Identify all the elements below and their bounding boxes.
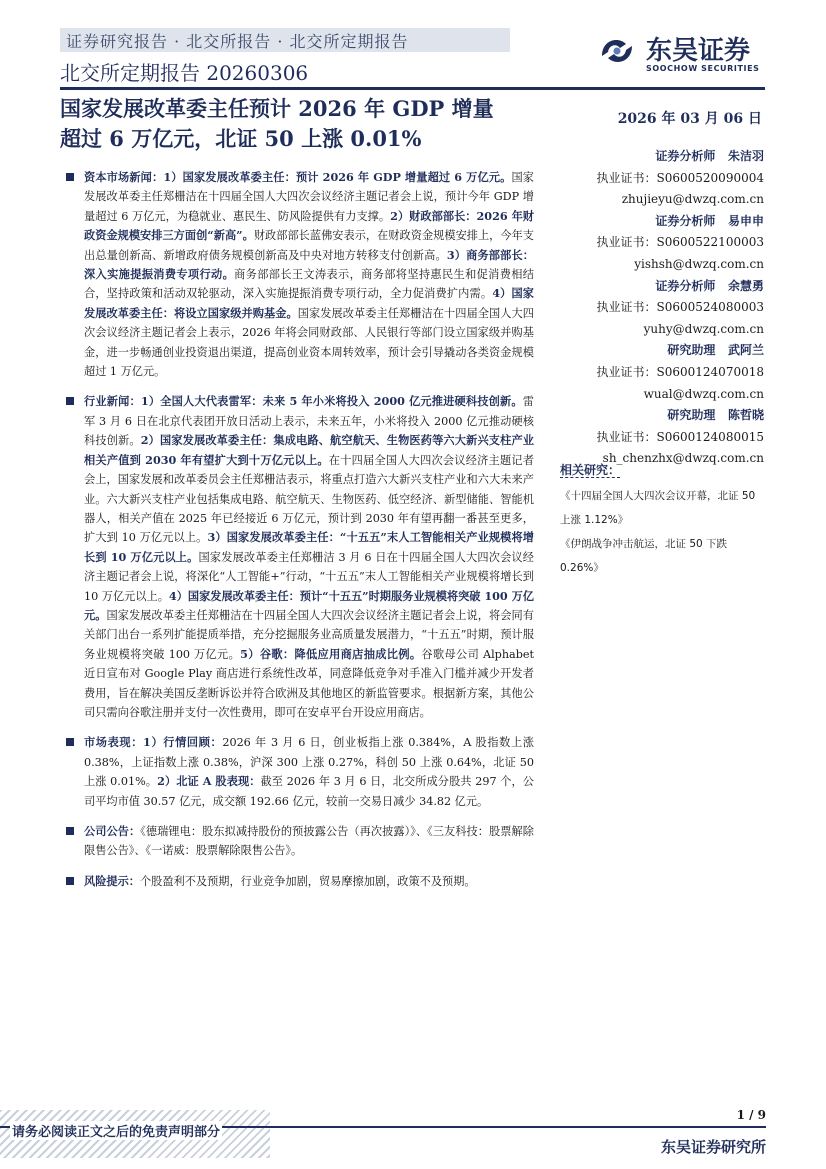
- square-bullet-icon: [66, 173, 74, 181]
- section-subheading: 3）商务部部长：深入实施提振消费专项行动。: [84, 247, 534, 282]
- report-date: 2026 年 03 月 06 日: [617, 111, 762, 127]
- square-bullet-icon: [66, 738, 74, 746]
- logo-name-cn: 东吴证券: [646, 36, 751, 66]
- analyst-role-name: 证券分析师 余慧勇: [655, 278, 764, 293]
- section-subheading: 4）国家发展改革委主任：将设立国家级并购基金。: [84, 286, 534, 320]
- section-text: 在十四届全国人大四次会议经济主题记者会上，国家发展和改革委员会主任郑栅洁表示，将重点打造六大新兴支柱产业和六大未来产业。六大新兴支柱产业包括集成电路、航空航天、生物医药、低空经济、新型储能、智能机器人，相关产值在 2025 年已经接近 6 万亿元，预计到 2030 年有望再翻一番甚至更多，扩大到 10 万亿元以上。: [84, 453, 534, 545]
- section-text: 国家发展改革委主任郑栅洁在十四届全国人大四次会议经济主题记者会上说，将会同有关部门出台一系列扩能提质举措，充分挖掘服务业高质量发展潜力，“十五五”时期，预计服务业规模将突破 100 万亿元。: [84, 608, 534, 661]
- section-text: 财政部部长蓝佛安表示，在财政资金规模安排上，今年支出总量创新高、新增政府债务规模创新高及中央对地方转移支付创新高。: [84, 229, 534, 262]
- section-industry-news: [62, 392, 534, 722]
- related-research-link[interactable]: 《十四届全国人大四次会议开幕，北证 50 上涨 1.12%》: [560, 490, 756, 526]
- analyst-email[interactable]: yishsh@dwzq.com.cn: [634, 256, 764, 271]
- analyst-license: 执业证书：S0600124070018: [596, 364, 764, 379]
- analyst-entry: [560, 146, 764, 211]
- analyst-email[interactable]: wual@dwzq.com.cn: [643, 386, 764, 401]
- section-capital-market-news: [62, 168, 534, 381]
- analyst-entry: [560, 340, 764, 405]
- section-text: 国家发展改革委主任郑栅洁 3 月 6 日在十四届全国人大四次会议经济主题记者会上说，将深化“人工智能+”行动，“十五五”末人工智能相关产业规模将增长到 10 万亿元以上。: [84, 550, 534, 603]
- page-number: 1 / 9: [736, 1108, 766, 1122]
- section-risk-warning: [62, 872, 534, 891]
- headline-line-1: 国家发展改革委主任预计 2026 年 GDP 增量: [60, 96, 494, 121]
- analyst-role-name: 研究助理 陈哲晓: [667, 408, 764, 423]
- section-text: 谷歌母公司 Alphabet 近日宣布对 Google Play 商店进行系统性改革，同意降低竞争对手准入门槛并减少开发者费用，旨在解决美国反垄断诉讼并符合欧洲及其他地区的新监管要求。根据新方案，其他公司只需向谷歌注册并支付一次性费用，即可在安卓平台开设应用商店。: [84, 647, 534, 719]
- section-text: 国家发展改革委主任郑栅洁在十四届全国人大四次会议经济主题记者会上表示，2026 年将会同财政部、人民银行等部门设立国家级并购基金，进一步畅通创业投资退出渠道，提高创业资本周转效率，预计会引导撬动各类资金规模超过 1 万亿元。: [84, 306, 534, 379]
- section-subheading: 3）国家发展改革委主任：“十五五”末人工智能相关产业规模将增长到 10 万亿元以上。: [84, 530, 534, 564]
- section-heading: 公司公告：: [84, 824, 141, 838]
- section-market-performance: [62, 733, 534, 811]
- report-body: [62, 168, 534, 902]
- footer-institute: 东吴证券研究所: [660, 1138, 766, 1156]
- section-heading: 行业新闻：1）全国人大代表雷军：未来 5 年小米将投入 2000 亿元推进硬科技创新。: [84, 394, 523, 409]
- section-heading: 资本市场新闻：1）国家发展改革委主任：预计 2026 年 GDP 增量超过 6 万亿元。: [84, 170, 512, 184]
- analyst-email[interactable]: yuhy@dwzq.com.cn: [643, 321, 764, 336]
- soochow-logo-icon: [596, 30, 638, 72]
- section-subheading: 2）国家发展改革委主任：集成电路、航空航天、生物医药等六大新兴支柱产业相关产值到 2030 年有望扩大到十万亿元以上。: [84, 433, 534, 467]
- section-text: 个股盈利不及预期，行业竞争加剧，贸易摩擦加剧，政策不及预期。: [139, 874, 476, 888]
- section-subheading: 2）财政部部长：2026 年财政资金规模安排三方面创“新高”。: [84, 208, 534, 243]
- section-subheading: 2）北证 A 股表现：: [157, 774, 261, 789]
- analyst-license: 执业证书：S0600520090004: [596, 170, 764, 185]
- section-text: 《德瑞锂电：股东拟减持股份的预披露公告（再次披露）》、《三友科技：股票解除限售公告》、《一诺威：股票解除限售公告》。: [84, 825, 534, 858]
- analyst-role-name: 研究助理 武阿兰: [667, 343, 764, 358]
- analyst-email[interactable]: sh_chenzhx@dwzq.com.cn: [602, 451, 764, 466]
- headline-line-2: 超过 6 万亿元，北证 50 上涨 0.01%: [60, 126, 422, 151]
- section-heading: 市场表现：1）行情回顾：: [84, 735, 223, 750]
- section-company-announcements: [62, 822, 534, 861]
- section-subheading: 5）谷歌：降低应用商店抽成比例。: [240, 646, 422, 661]
- section-text: 2026 年 3 月 6 日，创业板指上涨 0.384%，A 股指数上涨 0.38%，上证指数上涨 0.38%，沪深 300 上涨 0.27%，科创 50 上涨 0.64%，北证 50 上涨 0.01%。: [84, 736, 534, 789]
- section-text: 雷军 3 月 6 日在北京代表团开放日活动上表示，未来五年，小米将投入 2000 亿元推动硬核科技创新。: [84, 395, 534, 448]
- section-text: 国家发展改革委主任郑栅洁在十四届全国人大四次会议经济主题记者会上说，预计今年 GDP 增量超过 6 万亿元，为稳就业、惠民生、防风险提供有力支撑。: [84, 171, 534, 223]
- report-headline: [60, 94, 550, 154]
- related-research: [560, 458, 764, 580]
- brand-logo: [596, 30, 776, 80]
- section-text: 截至 2026 年 3 月 6 日，北交所成分股共 297 个，公司平均市值 30.57 亿元，成交额 192.66 亿元，较前一交易日减少 34.82 亿元。: [84, 775, 534, 808]
- analyst-role-name: 证券分析师 易申申: [655, 213, 764, 228]
- analyst-role-name: 证券分析师 朱洁羽: [655, 149, 764, 163]
- square-bullet-icon: [66, 827, 74, 835]
- header-category: 证券研究报告 · 北交所报告 · 北交所定期报告: [66, 32, 409, 51]
- analyst-list: [560, 146, 764, 470]
- section-heading: 风险提示：: [84, 873, 140, 888]
- section-subheading: 4）国家发展改革委主任：预计“十五五”时期服务业规模将突破 100 万亿元。: [84, 588, 534, 622]
- related-research-title: 相关研究：: [560, 463, 621, 477]
- logo-name-en: SOOCHOW SECURITIES: [646, 64, 760, 73]
- analyst-license: 执业证书：S0600124080015: [596, 429, 764, 444]
- square-bullet-icon: [66, 877, 74, 885]
- report-series-title: 北交所定期报告 20260306: [60, 61, 309, 85]
- analyst-entry: [560, 211, 764, 276]
- analyst-entry: [560, 276, 764, 341]
- analyst-email[interactable]: zhujieyu@dwzq.com.cn: [621, 192, 764, 207]
- square-bullet-icon: [66, 397, 74, 405]
- header-divider: [60, 87, 765, 90]
- section-text: 商务部部长王文涛表示，商务部将坚持惠民生和促消费相结合，坚持政策和活动双轮驱动，深入实施提振消费专项行动，全力促消费扩内需。: [84, 268, 534, 301]
- related-research-link[interactable]: 《伊朗战争冲击航运，北证 50 下跌 0.26%》: [560, 538, 728, 574]
- analyst-license: 执业证书：S0600524080003: [596, 300, 764, 315]
- footer-disclaimer: 请务必阅读正文之后的免责声明部分: [10, 1121, 222, 1140]
- analyst-license: 执业证书：S0600522100003: [596, 235, 764, 250]
